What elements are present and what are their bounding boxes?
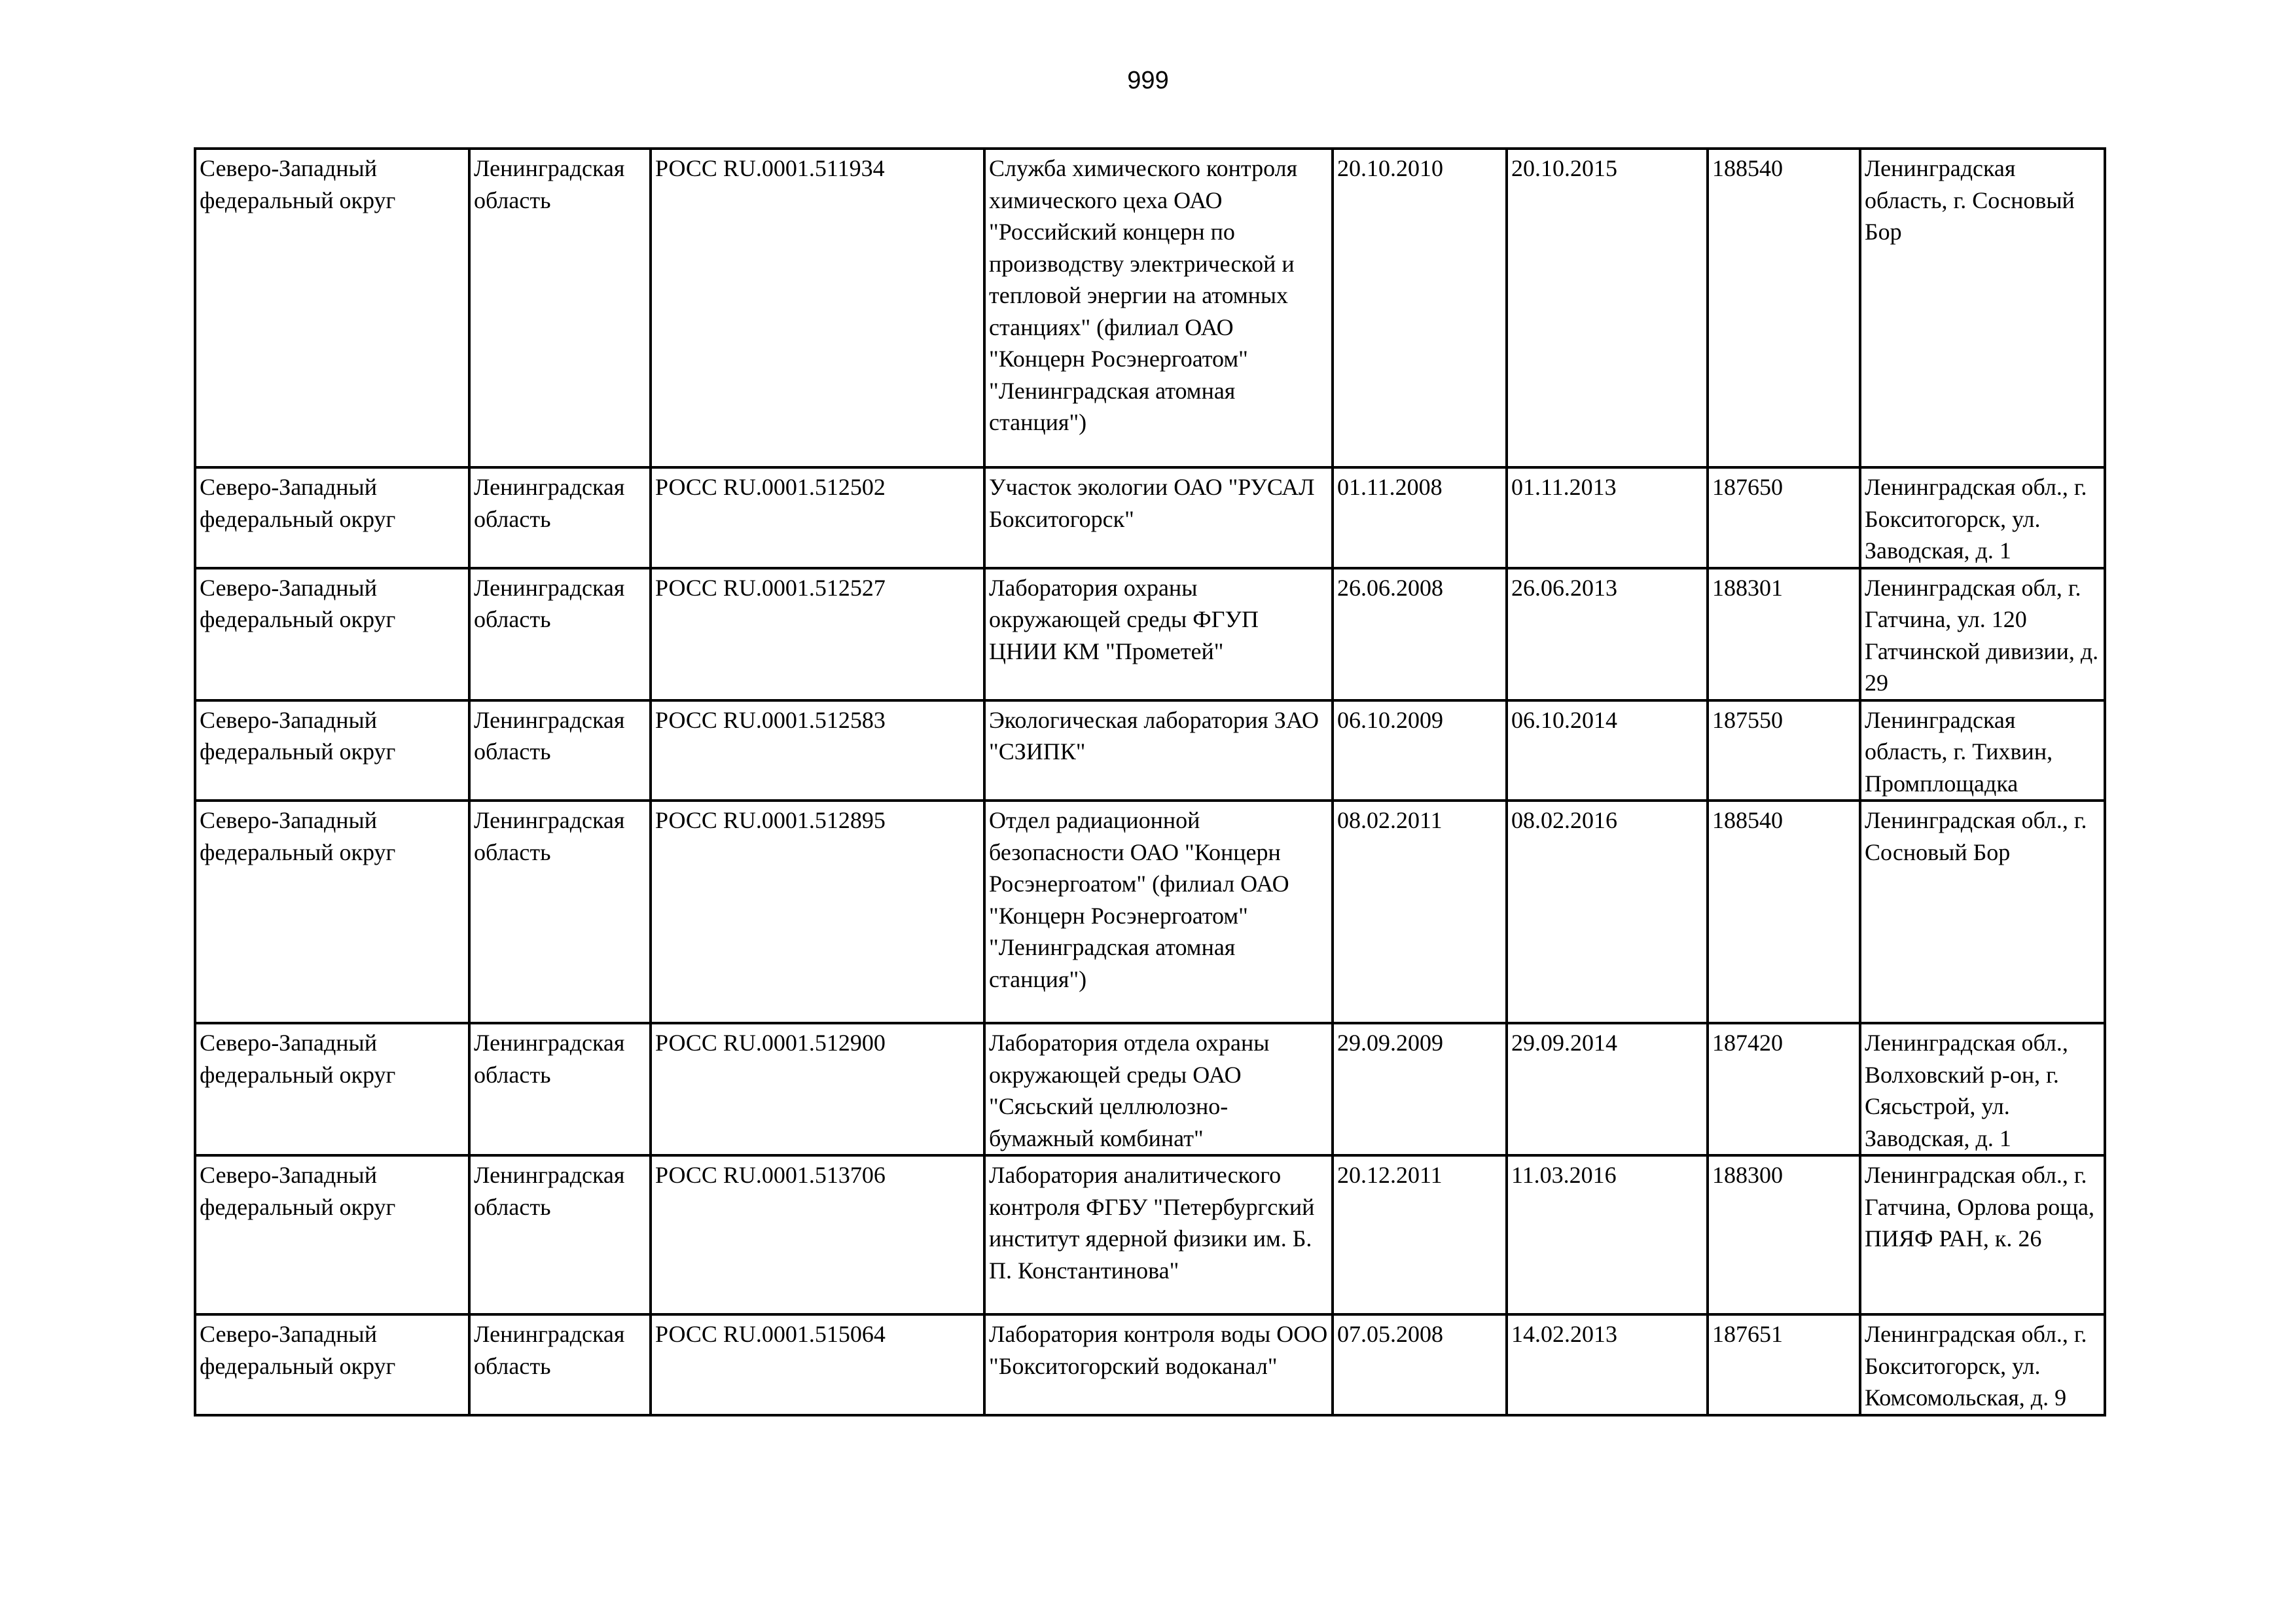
table-row <box>195 568 2105 700</box>
organization-cell: Лаборатория охраны окружающей среды ФГУП ЦНИИ КМ "Прометей" <box>984 568 1333 700</box>
federal-district-cell: Северо-Западный федеральный округ <box>195 1314 469 1415</box>
accreditation-code-cell: РОСС RU.0001.512895 <box>651 801 984 1023</box>
valid-from-cell: 06.10.2009 <box>1333 700 1507 801</box>
accreditation-code-cell: РОСС RU.0001.513706 <box>651 1155 984 1314</box>
region-cell: Ленинградская область <box>469 1023 651 1155</box>
accreditation-code-cell: РОСС RU.0001.512583 <box>651 700 984 801</box>
valid-from-cell: 29.09.2009 <box>1333 1023 1507 1155</box>
organization-cell: Отдел радиационной безопасности ОАО "Концерн Росэнергоатом" (филиал ОАО "Концерн Росэнергоатом" "Ленинградская атомная станция") <box>984 801 1333 1023</box>
address-cell: Ленинградская обл., г. Бокситогорск, ул. Заводская, д. 1 <box>1860 467 2105 568</box>
accreditation-code-cell: РОСС RU.0001.512900 <box>651 1023 984 1155</box>
page-number: 999 <box>1127 67 1169 94</box>
valid-from-cell: 26.06.2008 <box>1333 568 1507 700</box>
federal-district-cell: Северо-Западный федеральный округ <box>195 467 469 568</box>
federal-district-cell: Северо-Западный федеральный округ <box>195 700 469 801</box>
table-row <box>195 801 2105 1023</box>
region-cell: Ленинградская область <box>469 149 651 467</box>
valid-to-cell: 11.03.2016 <box>1507 1155 1708 1314</box>
federal-district-cell: Северо-Западный федеральный округ <box>195 801 469 1023</box>
address-cell: Ленинградская обл., г. Бокситогорск, ул. Комсомольская, д. 9 <box>1860 1314 2105 1415</box>
region-cell: Ленинградская область <box>469 801 651 1023</box>
address-cell: Ленинградская обл., г. Гатчина, Орлова роща, ПИЯФ РАН, к. 26 <box>1860 1155 2105 1314</box>
postal-code-cell: 188540 <box>1708 149 1860 467</box>
organization-cell: Лаборатория отдела охраны окружающей среды ОАО "Сясьский целлюлозно-бумажный комбинат" <box>984 1023 1333 1155</box>
region-cell: Ленинградская область <box>469 1155 651 1314</box>
address-cell: Ленинградская область, г. Сосновый Бор <box>1860 149 2105 467</box>
federal-district-cell: Северо-Западный федеральный округ <box>195 1155 469 1314</box>
postal-code-cell: 187650 <box>1708 467 1860 568</box>
valid-from-cell: 08.02.2011 <box>1333 801 1507 1023</box>
table-row <box>195 1314 2105 1415</box>
table-row <box>195 700 2105 801</box>
organization-cell: Участок экологии ОАО "РУСАЛ Бокситогорск" <box>984 467 1333 568</box>
address-cell: Ленинградская область, г. Тихвин, Промплощадка <box>1860 700 2105 801</box>
federal-district-cell: Северо-Западный федеральный округ <box>195 1023 469 1155</box>
region-cell: Ленинградская область <box>469 568 651 700</box>
valid-from-cell: 20.10.2010 <box>1333 149 1507 467</box>
table-row <box>195 149 2105 467</box>
federal-district-cell: Северо-Западный федеральный округ <box>195 149 469 467</box>
organization-cell: Экологическая лаборатория ЗАО "СЗИПК" <box>984 700 1333 801</box>
valid-to-cell: 01.11.2013 <box>1507 467 1708 568</box>
laboratory-registry-table <box>194 147 2106 1416</box>
region-cell: Ленинградская область <box>469 467 651 568</box>
address-cell: Ленинградская обл., г. Сосновый Бор <box>1860 801 2105 1023</box>
postal-code-cell: 188301 <box>1708 568 1860 700</box>
valid-to-cell: 14.02.2013 <box>1507 1314 1708 1415</box>
valid-from-cell: 07.05.2008 <box>1333 1314 1507 1415</box>
table-row <box>195 1155 2105 1314</box>
accreditation-code-cell: РОСС RU.0001.512527 <box>651 568 984 700</box>
valid-from-cell: 01.11.2008 <box>1333 467 1507 568</box>
valid-to-cell: 06.10.2014 <box>1507 700 1708 801</box>
valid-to-cell: 08.02.2016 <box>1507 801 1708 1023</box>
valid-to-cell: 26.06.2013 <box>1507 568 1708 700</box>
table-row <box>195 467 2105 568</box>
postal-code-cell: 187550 <box>1708 700 1860 801</box>
address-cell: Ленинградская обл, г. Гатчина, ул. 120 Гатчинской дивизии, д. 29 <box>1860 568 2105 700</box>
postal-code-cell: 187420 <box>1708 1023 1860 1155</box>
organization-cell: Служба химического контроля химического цеха ОАО "Российский концерн по производству электрической и тепловой энергии на атомных станциях" (филиал ОАО "Концерн Росэнергоатом" "Ленинградская атомная станция") <box>984 149 1333 467</box>
valid-from-cell: 20.12.2011 <box>1333 1155 1507 1314</box>
postal-code-cell: 188540 <box>1708 801 1860 1023</box>
address-cell: Ленинградская обл., Волховский р-он, г. Сясьстрой, ул. Заводская, д. 1 <box>1860 1023 2105 1155</box>
region-cell: Ленинградская область <box>469 700 651 801</box>
organization-cell: Лаборатория контроля воды ООО "Бокситогорский водоканал" <box>984 1314 1333 1415</box>
postal-code-cell: 188300 <box>1708 1155 1860 1314</box>
valid-to-cell: 29.09.2014 <box>1507 1023 1708 1155</box>
accreditation-code-cell: РОСС RU.0001.515064 <box>651 1314 984 1415</box>
accreditation-code-cell: РОСС RU.0001.512502 <box>651 467 984 568</box>
region-cell: Ленинградская область <box>469 1314 651 1415</box>
federal-district-cell: Северо-Западный федеральный округ <box>195 568 469 700</box>
postal-code-cell: 187651 <box>1708 1314 1860 1415</box>
valid-to-cell: 20.10.2015 <box>1507 149 1708 467</box>
table-row <box>195 1023 2105 1155</box>
accreditation-code-cell: РОСС RU.0001.511934 <box>651 149 984 467</box>
organization-cell: Лаборатория аналитического контроля ФГБУ "Петербургский институт ядерной физики им. Б. П. Константинова" <box>984 1155 1333 1314</box>
